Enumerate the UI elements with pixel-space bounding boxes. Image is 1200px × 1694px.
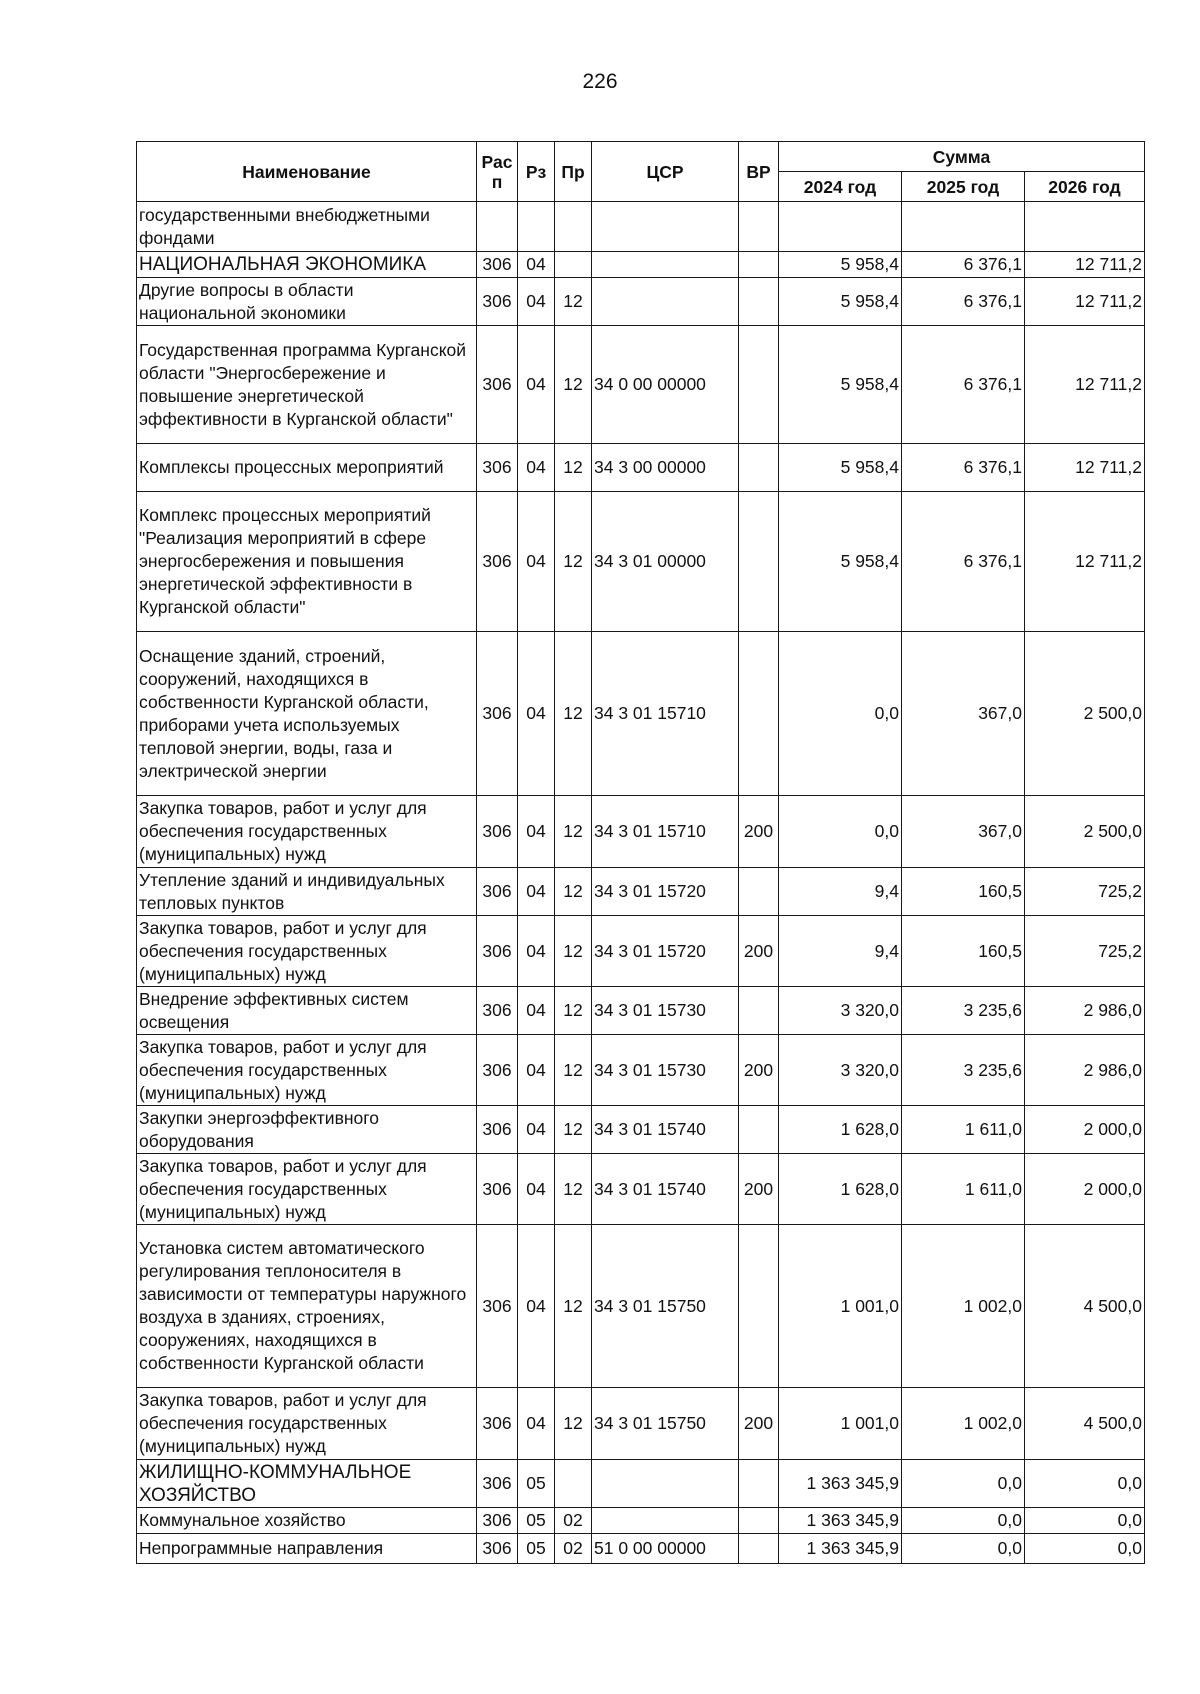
- cell-rz: 04: [518, 252, 555, 278]
- header-year-2026: 2026 год: [1025, 172, 1145, 202]
- cell-pr: 02: [555, 1534, 592, 1564]
- cell-rasp: 306: [477, 1106, 518, 1154]
- cell-2026: 2 986,0: [1025, 987, 1145, 1035]
- cell-2024: 5 958,4: [779, 492, 902, 632]
- cell-2025: 1 611,0: [902, 1154, 1025, 1225]
- cell-name: Оснащение зданий, строений, сооружений, находящихся в собственности Курганской области, приборами учета используемых тепловой энергии, воды, газа и электрической энергии: [137, 632, 477, 796]
- cell-name: Непрограммные направления: [137, 1534, 477, 1564]
- header-name: Наименование: [137, 142, 477, 202]
- cell-csr: 34 3 01 15720: [592, 868, 739, 916]
- cell-2025: 1 002,0: [902, 1225, 1025, 1388]
- cell-pr: 12: [555, 1154, 592, 1225]
- cell-rz: 04: [518, 916, 555, 987]
- cell-vr: 200: [739, 1154, 779, 1225]
- table-row: [137, 1534, 1145, 1564]
- cell-2026: 2 500,0: [1025, 796, 1145, 868]
- cell-2024: 5 958,4: [779, 444, 902, 492]
- cell-rasp: 306: [477, 1154, 518, 1225]
- cell-csr: [592, 1508, 739, 1534]
- table-row: [137, 987, 1145, 1035]
- cell-rz: 04: [518, 1106, 555, 1154]
- cell-vr: [739, 1534, 779, 1564]
- cell-name: Другие вопросы в области национальной экономики: [137, 278, 477, 326]
- cell-pr: 12: [555, 916, 592, 987]
- cell-csr: 34 3 01 00000: [592, 492, 739, 632]
- table-row: [137, 1508, 1145, 1534]
- table-row: [137, 1035, 1145, 1106]
- cell-2024: 1 363 345,9: [779, 1460, 902, 1508]
- cell-vr: 200: [739, 916, 779, 987]
- cell-2025: 160,5: [902, 916, 1025, 987]
- cell-rz: 04: [518, 1388, 555, 1460]
- cell-2025: 6 376,1: [902, 278, 1025, 326]
- cell-rasp: 306: [477, 252, 518, 278]
- header-pr: Пр: [555, 142, 592, 202]
- cell-2025: 0,0: [902, 1534, 1025, 1564]
- table-row: [137, 796, 1145, 868]
- cell-vr: [739, 632, 779, 796]
- cell-2026: 0,0: [1025, 1534, 1145, 1564]
- cell-pr: 12: [555, 1035, 592, 1106]
- cell-pr: 12: [555, 444, 592, 492]
- cell-csr: 34 3 01 15740: [592, 1106, 739, 1154]
- cell-2024: 1 363 345,9: [779, 1534, 902, 1564]
- cell-rasp: 306: [477, 1508, 518, 1534]
- cell-2024: 9,4: [779, 868, 902, 916]
- cell-rz: [518, 202, 555, 252]
- cell-2025: 6 376,1: [902, 252, 1025, 278]
- cell-rasp: 306: [477, 444, 518, 492]
- cell-rz: 05: [518, 1534, 555, 1564]
- cell-name: Коммунальное хозяйство: [137, 1508, 477, 1534]
- cell-csr: [592, 252, 739, 278]
- table-row: [137, 252, 1145, 278]
- table-row: [137, 1106, 1145, 1154]
- cell-2026: 0,0: [1025, 1460, 1145, 1508]
- header-csr: ЦСР: [592, 142, 739, 202]
- cell-csr: 34 3 01 15720: [592, 916, 739, 987]
- cell-pr: 12: [555, 326, 592, 444]
- cell-rz: 04: [518, 326, 555, 444]
- cell-2026: 12 711,2: [1025, 326, 1145, 444]
- cell-rasp: 306: [477, 492, 518, 632]
- cell-rz: 04: [518, 796, 555, 868]
- cell-pr: [555, 252, 592, 278]
- cell-pr: 12: [555, 796, 592, 868]
- cell-rasp: 306: [477, 796, 518, 868]
- cell-2026: 725,2: [1025, 916, 1145, 987]
- cell-2026: 725,2: [1025, 868, 1145, 916]
- cell-rasp: [477, 202, 518, 252]
- cell-pr: [555, 1460, 592, 1508]
- cell-name: Внедрение эффективных систем освещения: [137, 987, 477, 1035]
- cell-2026: 12 711,2: [1025, 492, 1145, 632]
- table-row: [137, 326, 1145, 444]
- cell-pr: [555, 202, 592, 252]
- header-rasp: Рас п: [477, 142, 518, 202]
- cell-rasp: 306: [477, 916, 518, 987]
- cell-csr: 51 0 00 00000: [592, 1534, 739, 1564]
- cell-rz: 04: [518, 868, 555, 916]
- cell-name: Утепление зданий и индивидуальных тепловых пунктов: [137, 868, 477, 916]
- cell-vr: [739, 278, 779, 326]
- cell-2024: 1 628,0: [779, 1106, 902, 1154]
- header-year-2025: 2025 год: [902, 172, 1025, 202]
- cell-2025: [902, 202, 1025, 252]
- cell-name: Закупка товаров, работ и услуг для обеспечения государственных (муниципальных) нужд: [137, 1388, 477, 1460]
- cell-vr: [739, 444, 779, 492]
- cell-csr: 34 3 01 15730: [592, 1035, 739, 1106]
- cell-csr: 34 3 01 15740: [592, 1154, 739, 1225]
- header-rz: Рз: [518, 142, 555, 202]
- table-row: [137, 1154, 1145, 1225]
- cell-2025: 160,5: [902, 868, 1025, 916]
- table-row: [137, 492, 1145, 632]
- cell-rasp: 306: [477, 868, 518, 916]
- cell-pr: 02: [555, 1508, 592, 1534]
- cell-rz: 04: [518, 1225, 555, 1388]
- cell-2024: 5 958,4: [779, 278, 902, 326]
- cell-name: ЖИЛИЩНО-КОММУНАЛЬНОЕ ХОЗЯЙСТВО: [137, 1460, 477, 1508]
- header-sum: Сумма: [779, 142, 1145, 172]
- cell-vr: [739, 492, 779, 632]
- cell-2024: 3 320,0: [779, 1035, 902, 1106]
- header-vr: ВР: [739, 142, 779, 202]
- cell-2026: 12 711,2: [1025, 444, 1145, 492]
- cell-rasp: 306: [477, 1388, 518, 1460]
- cell-2024: 0,0: [779, 796, 902, 868]
- cell-vr: [739, 1106, 779, 1154]
- cell-rz: 05: [518, 1508, 555, 1534]
- cell-2024: 1 628,0: [779, 1154, 902, 1225]
- table-row: [137, 444, 1145, 492]
- cell-rz: 04: [518, 1035, 555, 1106]
- cell-2024: 9,4: [779, 916, 902, 987]
- budget-table-body: [137, 202, 1145, 1564]
- cell-name: Государственная программа Курганской области "Энергосбережение и повышение энергетической эффективности в Курганской области": [137, 326, 477, 444]
- cell-2024: 0,0: [779, 632, 902, 796]
- cell-2026: 12 711,2: [1025, 278, 1145, 326]
- cell-2025: 6 376,1: [902, 326, 1025, 444]
- cell-vr: [739, 1460, 779, 1508]
- cell-vr: [739, 1225, 779, 1388]
- page-number: 226: [582, 70, 618, 93]
- cell-2026: 2 986,0: [1025, 1035, 1145, 1106]
- cell-vr: 200: [739, 1388, 779, 1460]
- table-row: [137, 868, 1145, 916]
- cell-csr: 34 3 01 15730: [592, 987, 739, 1035]
- cell-rasp: 306: [477, 1460, 518, 1508]
- table-row: [137, 1388, 1145, 1460]
- cell-csr: [592, 202, 739, 252]
- cell-2025: 6 376,1: [902, 492, 1025, 632]
- cell-rasp: 306: [477, 1534, 518, 1564]
- cell-2026: 0,0: [1025, 1508, 1145, 1534]
- cell-2025: 367,0: [902, 632, 1025, 796]
- cell-2025: 0,0: [902, 1460, 1025, 1508]
- cell-2026: [1025, 202, 1145, 252]
- cell-rz: 04: [518, 987, 555, 1035]
- cell-name: государственными внебюджетными фондами: [137, 202, 477, 252]
- cell-pr: 12: [555, 278, 592, 326]
- cell-pr: 12: [555, 1388, 592, 1460]
- cell-2025: 0,0: [902, 1508, 1025, 1534]
- cell-vr: [739, 987, 779, 1035]
- cell-2025: 1 611,0: [902, 1106, 1025, 1154]
- cell-2024: 5 958,4: [779, 252, 902, 278]
- cell-name: Установка систем автоматического регулирования теплоносителя в зависимости от температуры наружного воздуха в зданиях, строениях, сооружениях, находящихся в собственности Курганской области: [137, 1225, 477, 1388]
- cell-name: Комплекс процессных мероприятий "Реализация мероприятий в сфере энергосбережения и повышения энергетической эффективности в Курганской области": [137, 492, 477, 632]
- cell-rasp: 306: [477, 278, 518, 326]
- cell-2024: 5 958,4: [779, 326, 902, 444]
- cell-pr: 12: [555, 1225, 592, 1388]
- cell-rasp: 306: [477, 1225, 518, 1388]
- cell-csr: 34 3 01 15710: [592, 632, 739, 796]
- cell-2024: [779, 202, 902, 252]
- table-row: [137, 1460, 1145, 1508]
- cell-rasp: 306: [477, 1035, 518, 1106]
- cell-name: Закупка товаров, работ и услуг для обеспечения государственных (муниципальных) нужд: [137, 1035, 477, 1106]
- cell-2024: 1 363 345,9: [779, 1508, 902, 1534]
- table-row: [137, 1225, 1145, 1388]
- cell-vr: [739, 326, 779, 444]
- cell-name: Комплексы процессных мероприятий: [137, 444, 477, 492]
- cell-2026: 2 000,0: [1025, 1154, 1145, 1225]
- cell-rasp: 306: [477, 987, 518, 1035]
- cell-pr: 12: [555, 868, 592, 916]
- cell-pr: 12: [555, 632, 592, 796]
- cell-2025: 3 235,6: [902, 987, 1025, 1035]
- cell-2026: 4 500,0: [1025, 1225, 1145, 1388]
- table-row: [137, 202, 1145, 252]
- cell-2024: 3 320,0: [779, 987, 902, 1035]
- cell-rz: 04: [518, 444, 555, 492]
- cell-2025: 367,0: [902, 796, 1025, 868]
- cell-2024: 1 001,0: [779, 1225, 902, 1388]
- cell-2025: 1 002,0: [902, 1388, 1025, 1460]
- cell-rz: 05: [518, 1460, 555, 1508]
- cell-2026: 12 711,2: [1025, 252, 1145, 278]
- cell-name: Закупка товаров, работ и услуг для обеспечения государственных (муниципальных) нужд: [137, 1154, 477, 1225]
- cell-csr: 34 3 00 00000: [592, 444, 739, 492]
- cell-name: НАЦИОНАЛЬНАЯ ЭКОНОМИКА: [137, 252, 477, 278]
- cell-csr: [592, 1460, 739, 1508]
- cell-rz: 04: [518, 1154, 555, 1225]
- cell-rz: 04: [518, 492, 555, 632]
- cell-2025: 6 376,1: [902, 444, 1025, 492]
- cell-pr: 12: [555, 492, 592, 632]
- cell-rz: 04: [518, 278, 555, 326]
- cell-csr: 34 3 01 15750: [592, 1388, 739, 1460]
- cell-rz: 04: [518, 632, 555, 796]
- cell-name: Закупка товаров, работ и услуг для обеспечения государственных (муниципальных) нужд: [137, 796, 477, 868]
- header-year-2024: 2024 год: [779, 172, 902, 202]
- cell-2026: 2 500,0: [1025, 632, 1145, 796]
- cell-name: Закупки энергоэффективного оборудования: [137, 1106, 477, 1154]
- cell-csr: 34 3 01 15710: [592, 796, 739, 868]
- cell-vr: 200: [739, 1035, 779, 1106]
- cell-2026: 2 000,0: [1025, 1106, 1145, 1154]
- cell-csr: 34 0 00 00000: [592, 326, 739, 444]
- cell-2025: 3 235,6: [902, 1035, 1025, 1106]
- cell-csr: [592, 278, 739, 326]
- cell-2024: 1 001,0: [779, 1388, 902, 1460]
- cell-vr: [739, 1508, 779, 1534]
- cell-rasp: 306: [477, 632, 518, 796]
- table-row: [137, 632, 1145, 796]
- cell-vr: 200: [739, 796, 779, 868]
- cell-vr: [739, 252, 779, 278]
- cell-vr: [739, 202, 779, 252]
- table-row: [137, 916, 1145, 987]
- table-row: [137, 278, 1145, 326]
- cell-pr: 12: [555, 1106, 592, 1154]
- cell-rasp: 306: [477, 326, 518, 444]
- budget-table: [136, 141, 1145, 1564]
- cell-pr: 12: [555, 987, 592, 1035]
- cell-csr: 34 3 01 15750: [592, 1225, 739, 1388]
- cell-vr: [739, 868, 779, 916]
- cell-name: Закупка товаров, работ и услуг для обеспечения государственных (муниципальных) нужд: [137, 916, 477, 987]
- cell-2026: 4 500,0: [1025, 1388, 1145, 1460]
